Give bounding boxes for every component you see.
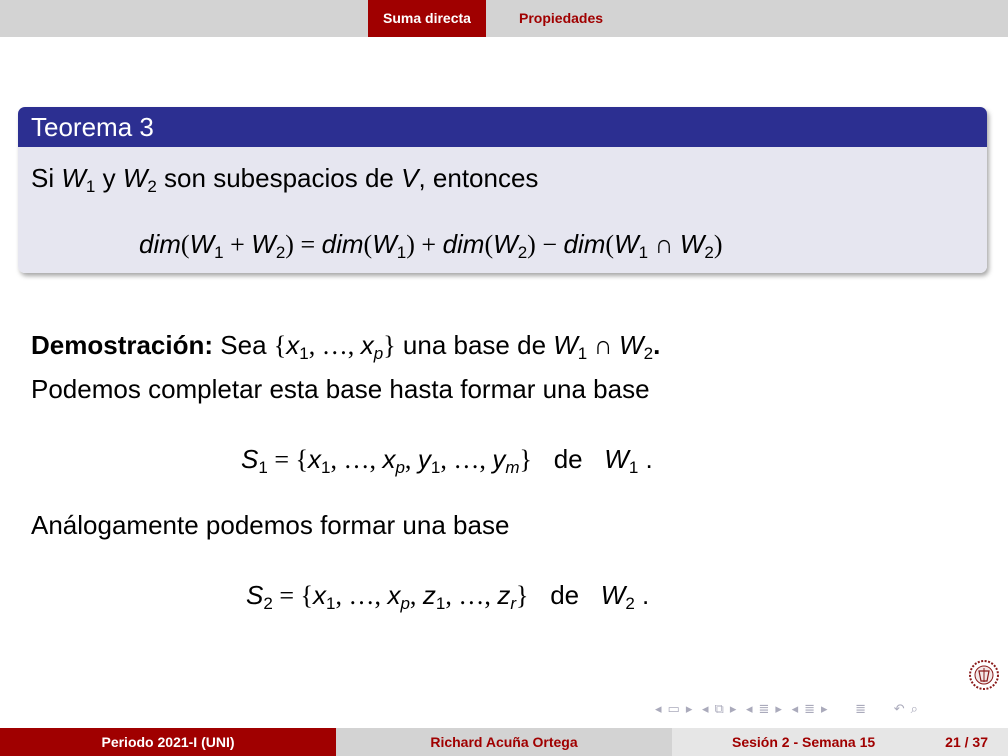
math-dim: dim	[442, 229, 485, 259]
nav-subsection-icon[interactable]: ⧉	[714, 701, 724, 716]
math-op: ,	[479, 445, 486, 474]
proof-line-2: Podemos completar esta base hasta formar una base	[31, 374, 650, 404]
math-var: S	[246, 580, 264, 610]
session-label: Sesión 2 - Semana 15	[732, 734, 876, 750]
footer-period: Periodo 2021-I (UNI)	[0, 728, 336, 756]
math-sub: 1	[214, 243, 224, 262]
math-op: ,	[374, 581, 381, 610]
text: .	[653, 330, 661, 360]
nav-section-propiedades[interactable]: Propiedades	[504, 0, 618, 37]
math-w: W	[553, 330, 578, 360]
beamer-navigation	[655, 701, 924, 721]
top-navigation	[0, 0, 1008, 37]
nav-frame-prev-icon[interactable]: ◂	[655, 701, 662, 716]
theorem-statement	[31, 163, 538, 194]
math-sub: m	[505, 458, 520, 477]
math-sub: 1	[325, 594, 336, 613]
footer	[0, 728, 1008, 756]
math-op: }	[519, 445, 533, 474]
nav-toc-icon[interactable]: ≣	[855, 701, 867, 716]
nav-subsection-prev-icon[interactable]: ◂	[701, 701, 709, 716]
math-var: x	[382, 444, 396, 474]
search-icon[interactable]: ⌕	[910, 701, 918, 716]
math-sub: 1	[299, 344, 309, 363]
math-sub: 1	[435, 594, 446, 613]
math-var: y	[417, 444, 431, 474]
theorem-title: Teorema 3	[18, 107, 987, 147]
theorem-formula: $dim(W_1 + W_2) = dim(W_1) + dim(W_2) - dim(W_1$ ∩ $W_2$)	[139, 229, 723, 262]
math-op: …	[453, 445, 480, 474]
proof-line-4: Análogamente podemos formar una base	[31, 510, 510, 540]
math-op: =	[279, 581, 294, 610]
text: Sea	[213, 330, 274, 360]
nav-section-icon[interactable]: ≣	[758, 701, 770, 716]
text: y	[95, 163, 123, 193]
page-number: 21 / 37	[945, 734, 988, 750]
math-op: ,	[445, 581, 452, 610]
math-sub: 1	[320, 458, 331, 477]
math-op: ,	[440, 445, 447, 474]
math-var: x	[307, 444, 321, 474]
math-w: W	[189, 229, 215, 259]
math-sub: 2	[147, 177, 157, 196]
math-var: z	[497, 580, 511, 610]
math-sub: 2	[263, 594, 273, 613]
footer-author: Richard Acuña Ortega	[336, 728, 672, 756]
math-var: x	[286, 330, 300, 360]
math-sub: r	[510, 594, 517, 613]
math-op: ∩	[593, 331, 613, 360]
math-op: +	[230, 230, 245, 259]
math-w: W	[619, 330, 644, 360]
math-w: W	[679, 229, 705, 259]
math-sub: 2	[643, 344, 654, 363]
math-w: W	[604, 444, 629, 474]
text: , entonces	[418, 163, 539, 193]
math-op: …	[458, 581, 485, 610]
math-v: V	[401, 163, 419, 193]
math-sub: 1	[85, 177, 96, 196]
math-w: W	[251, 229, 276, 259]
math-w: W	[61, 163, 86, 193]
math-op: =	[274, 445, 289, 474]
math-op: ,	[404, 445, 412, 474]
math-sub: 1	[258, 458, 268, 477]
math-w: W	[372, 229, 397, 259]
math-var: S	[241, 444, 259, 474]
math-sub: 2	[704, 243, 714, 262]
math-op: ,	[308, 331, 316, 360]
math-op: ,	[347, 331, 355, 360]
nav-frame-next-icon[interactable]: ▸	[685, 701, 693, 716]
math-op: +	[421, 230, 437, 259]
math-var: x	[360, 330, 374, 360]
math-op: …	[321, 331, 348, 360]
math-op: ,	[330, 445, 337, 474]
math-op: −	[542, 230, 557, 259]
text: .	[645, 444, 653, 474]
math-op: ,	[484, 581, 491, 610]
math-op: {	[300, 581, 313, 610]
proof-line-1	[31, 330, 660, 361]
math-op: }	[383, 331, 396, 360]
theorem-block	[18, 107, 987, 273]
math-w: W	[614, 229, 639, 259]
text: de	[553, 444, 583, 474]
text: una base de	[395, 330, 554, 360]
math-sub: p	[395, 458, 405, 477]
math-op: =	[300, 230, 316, 259]
math-var: x	[312, 580, 326, 610]
university-logo	[968, 657, 1000, 693]
math-op: ,	[409, 581, 417, 610]
nav-subsection-next-icon[interactable]: ▸	[729, 701, 737, 716]
text: Si	[31, 163, 62, 193]
text: .	[642, 580, 650, 610]
nav-frame-icon[interactable]: ▭	[667, 701, 680, 716]
text: de	[550, 580, 580, 610]
math-dim: dim	[563, 229, 606, 259]
proof-label: Demostración:	[31, 330, 214, 360]
math-sub: 1	[396, 243, 407, 262]
math-op: ,	[335, 581, 342, 610]
math-sub: p	[373, 344, 384, 363]
text: son subespacios de	[156, 163, 402, 193]
nav-doc-prev-icon[interactable]: ◂	[791, 701, 799, 716]
math-w: W	[493, 229, 518, 259]
math-w: W	[122, 163, 148, 193]
math-sub: 1	[638, 243, 649, 262]
math-var: z	[422, 580, 436, 610]
math-op: }	[516, 581, 529, 610]
math-sub: 1	[628, 458, 639, 477]
math-sub: p	[400, 594, 410, 613]
math-w: W	[600, 580, 626, 610]
math-sub: 2	[517, 243, 528, 262]
theorem-body	[18, 147, 987, 273]
math-op: …	[348, 581, 375, 610]
math-var: x	[387, 580, 401, 610]
footer-session	[672, 728, 1008, 756]
math-op: {	[295, 445, 308, 474]
nav-doc-next-icon[interactable]: ▸	[821, 701, 828, 716]
set-s1	[241, 444, 653, 475]
math-op: {	[273, 331, 287, 360]
math-op: ,	[369, 445, 376, 474]
nav-section-suma-directa[interactable]: Suma directa	[368, 0, 486, 37]
nav-doc-icon[interactable]: ≣	[804, 701, 815, 716]
math-sub: 2	[275, 243, 286, 262]
math-dim: dim	[139, 229, 181, 259]
nav-section-next-icon[interactable]: ▸	[775, 701, 782, 716]
math-var: y	[492, 444, 506, 474]
math-sub: 1	[577, 344, 588, 363]
math-sub: 2	[625, 594, 635, 613]
math-op: ∩	[654, 230, 674, 259]
math-op: …	[343, 445, 370, 474]
nav-back-icon[interactable]: ↶	[893, 701, 905, 716]
math-dim: dim	[321, 229, 364, 259]
math-sub: 1	[430, 458, 441, 477]
set-s2	[246, 580, 649, 611]
nav-section-prev-icon[interactable]: ◂	[745, 701, 753, 716]
